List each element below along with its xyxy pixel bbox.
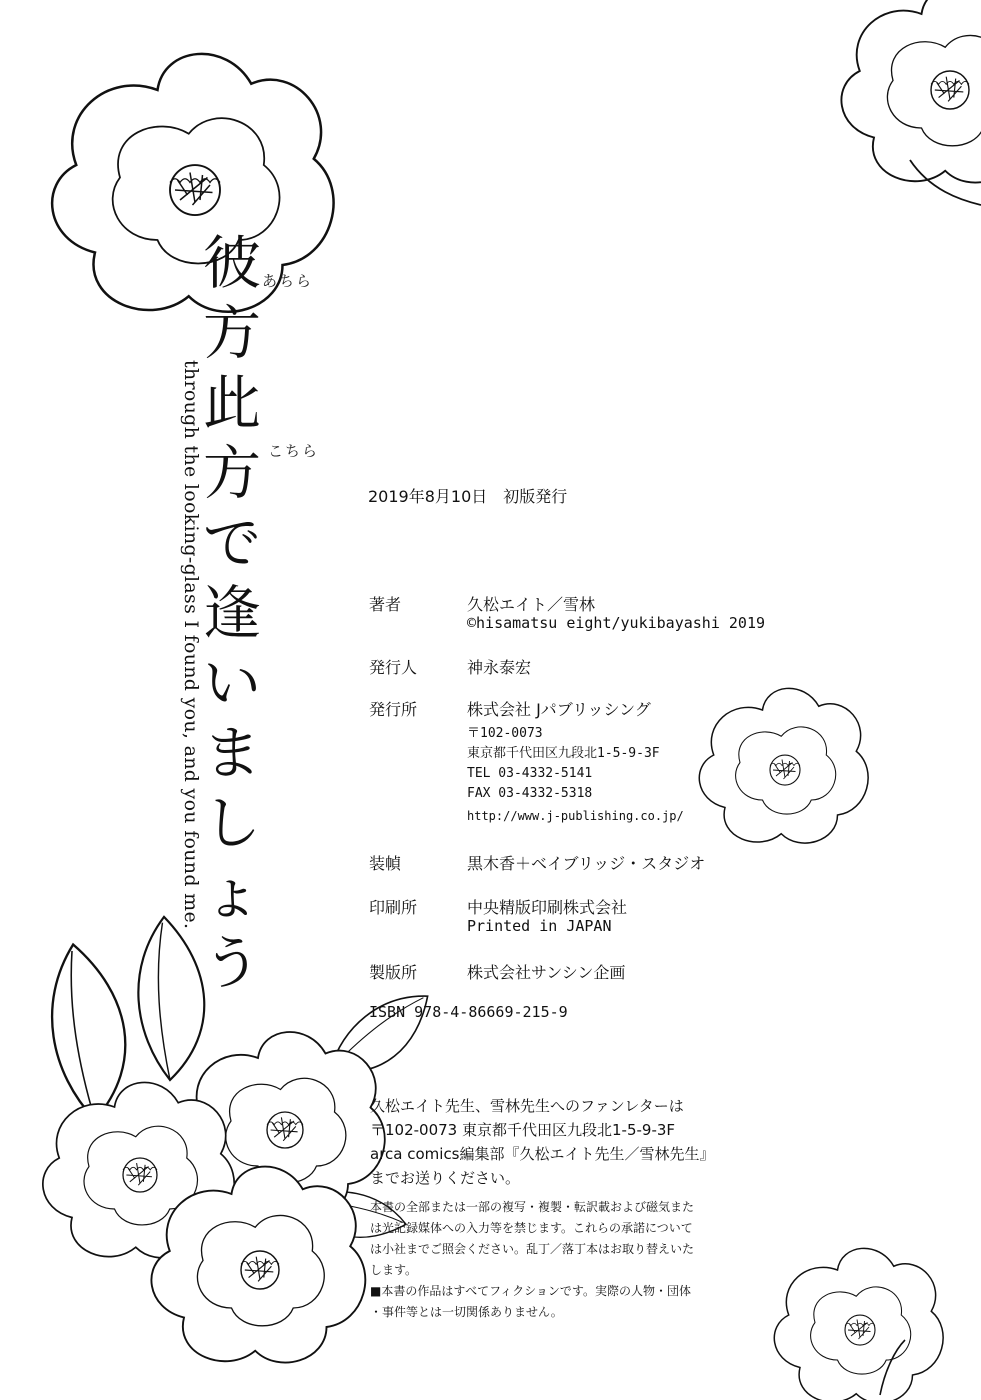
notice-line: ■本書の作品はすべてフィクションです。実際の人物・団体: [370, 1284, 691, 1298]
printer-value: 中央精版印刷株式会社: [467, 898, 628, 917]
fax: FAX 03-4332-5318: [467, 786, 593, 801]
flower-top-right: [841, 0, 981, 183]
address: 東京都千代田区九段北1-5-9-3F: [467, 746, 660, 761]
publisher-person-label: 発行人: [369, 658, 418, 677]
vertical-title: [200, 228, 264, 998]
title-char: 此: [202, 369, 261, 437]
notice-line: 本書の全部または一部の複写・複製・転訳載および磁気また: [370, 1200, 695, 1214]
title-char: し: [202, 789, 261, 857]
title-char: ま: [202, 719, 261, 787]
tel: TEL 03-4332-5141: [467, 766, 593, 781]
author-label: 著者: [369, 595, 402, 614]
publisher-value: 株式会社 Jパブリッシング: [467, 700, 651, 719]
first-edition-date: 2019年8月10日 初版発行: [368, 487, 568, 506]
design-label: 装幀: [369, 854, 402, 873]
fan-letter-line: までお送りください。: [370, 1169, 521, 1187]
flower-bottom-right: [774, 1248, 943, 1400]
title-char: で: [202, 509, 261, 577]
author-value: 久松エイト／雪林: [467, 595, 596, 614]
notice-line: は小社までご照会ください。乱丁／落丁本はお取り替えいた: [370, 1242, 695, 1256]
copyright: ©hisamatsu eight/yukibayashi 2019: [467, 614, 766, 632]
title-char: う: [202, 929, 261, 997]
notice-line: ・事件等とは一切関係ありません。: [370, 1305, 563, 1319]
fan-letter-line: 久松エイト先生、雪林先生へのファンレターは: [370, 1097, 684, 1115]
english-subtitle: through the looking-glass I found you, and you found me.: [180, 360, 202, 930]
publisher-person-value: 神永泰宏: [467, 658, 532, 677]
notice-line: します。: [370, 1263, 418, 1277]
flower-middle-right: [699, 688, 868, 843]
printed-in: Printed in JAPAN: [467, 917, 612, 935]
isbn: ISBN 978-4-86669-215-9: [369, 1003, 568, 1021]
title-char: い: [202, 649, 261, 717]
fan-letter-line: 〒102-0073 東京都千代田区九段北1-5-9-3F: [370, 1121, 676, 1139]
plate-value: 株式会社サンシン企画: [467, 963, 626, 982]
design-value: 黒木香＋ベイブリッジ・スタジオ: [467, 854, 706, 873]
plate-label: 製版所: [369, 963, 418, 982]
title-char: 逢: [202, 579, 261, 647]
title-char: 彼: [202, 229, 261, 297]
title-char: ょ: [202, 859, 261, 927]
title-char: 方: [202, 299, 261, 367]
website-url: http://www.j-publishing.co.jp/: [467, 809, 684, 823]
publisher-label: 発行所: [369, 700, 418, 719]
notice-line: は光記録媒体への入力等を禁じます。これらの承諾について: [370, 1221, 693, 1235]
printer-label: 印刷所: [369, 898, 418, 917]
fan-letter-line: arca comics編集部『久松エイト先生／雪林先生』: [370, 1145, 715, 1163]
postal-code: 〒102-0073: [467, 726, 543, 741]
title-char: 方: [202, 439, 261, 507]
title-ruby-2: こちら: [268, 442, 320, 460]
title-ruby-1: あちら: [262, 272, 314, 290]
